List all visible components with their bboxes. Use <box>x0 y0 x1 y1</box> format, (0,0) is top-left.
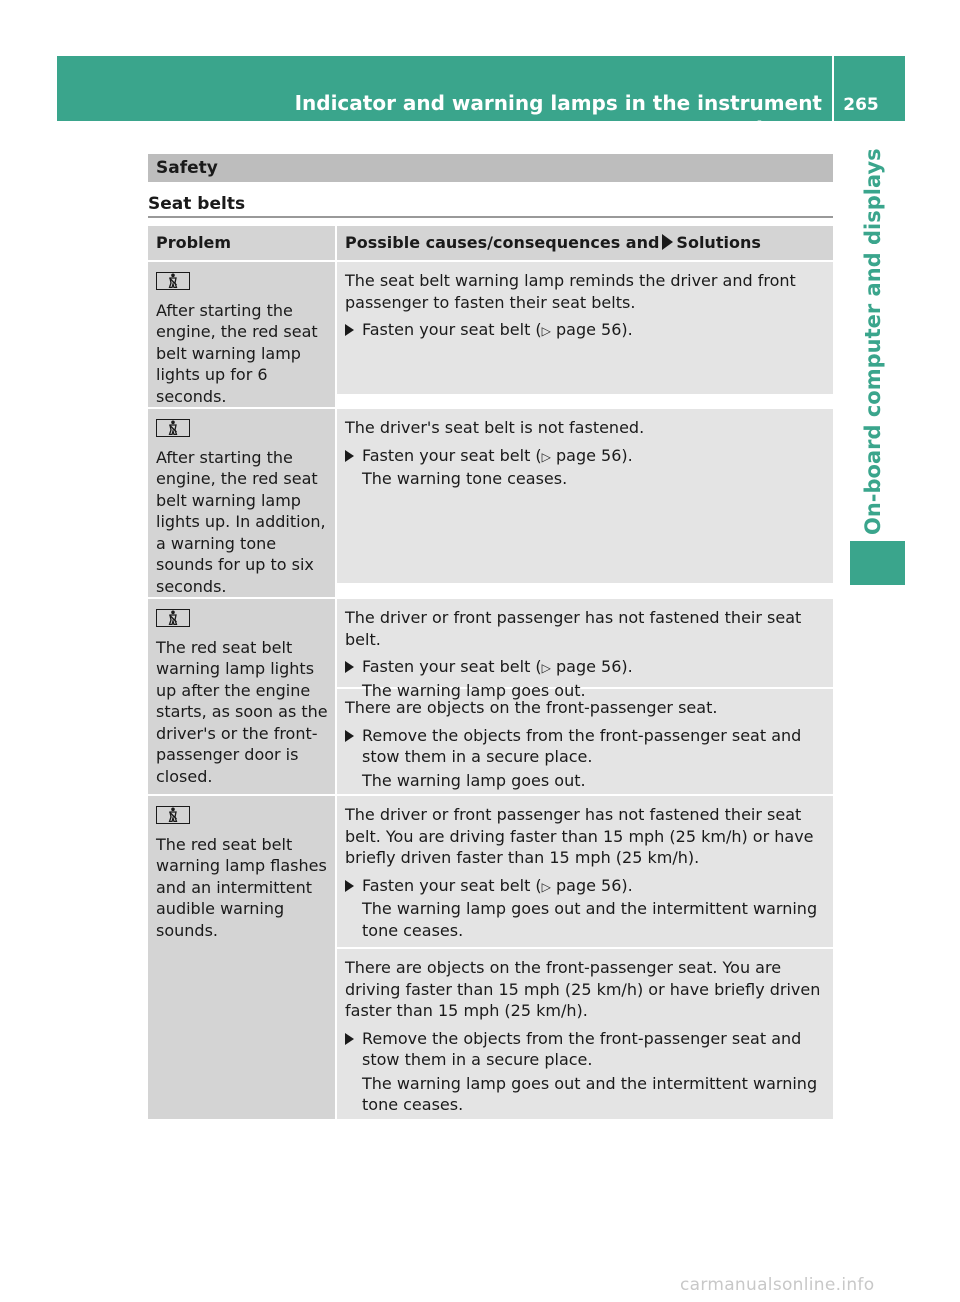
table-row <box>148 599 833 794</box>
cause-block <box>337 599 833 700</box>
header-problem: Problem <box>148 226 335 260</box>
page-ref-icon: ▷ <box>541 879 551 894</box>
result-text: The warning lamp goes out and the intermittent warning tone ceases. <box>362 1073 818 1114</box>
watermark: carmanualsonline.info <box>680 1275 875 1295</box>
action-item <box>345 875 825 899</box>
running-header-title: Indicator and warning lamps in the instrument cluster <box>294 91 822 141</box>
result-text: The warning lamp goes out and the intermittent warning tone ceases. <box>362 899 818 940</box>
triangle-bullet-icon <box>345 661 354 673</box>
section-title: Safety <box>156 158 218 178</box>
triangle-bullet-icon <box>345 880 354 892</box>
table-body <box>148 262 833 1119</box>
cause-text: The driver or front passenger has not fastened their seat belt. You are driving faster than 15 mph (25 km/h) or have briefly driven faster than 15 mph (25 km/h). <box>345 805 814 867</box>
page-ref-text: page 56). <box>550 320 633 339</box>
problem-text: The red seat belt warning lamp flashes and an intermittent audible warning sounds. <box>156 834 327 940</box>
action-item <box>345 656 825 680</box>
chapter-tab <box>850 541 905 585</box>
table-row <box>148 262 833 407</box>
triangle-bullet-icon <box>345 324 354 336</box>
causes-cell <box>337 262 833 407</box>
triangle-bullet-icon <box>345 450 354 462</box>
header-solutions-label: Solutions <box>676 233 761 252</box>
seat-belt-warning-icon <box>156 272 190 290</box>
cause-block <box>337 262 833 394</box>
subsection-title: Seat belts <box>148 194 246 214</box>
problem-cell <box>148 599 335 794</box>
table-row <box>148 409 833 597</box>
result-text: The warning lamp goes out. <box>362 680 586 700</box>
seat-belt-table <box>148 226 833 1119</box>
page-ref-icon: ▷ <box>541 661 551 675</box>
chapter-side-label: On-board computer and displays <box>861 148 885 535</box>
action-text: Fasten your seat belt ( <box>362 320 542 339</box>
cause-block <box>337 796 833 947</box>
cause-block <box>337 949 833 1119</box>
problem-cell <box>148 262 335 407</box>
problem-text: The red seat belt warning lamp lights up after the engine starts, as soon as the driver's or the front-passenger door is closed. <box>156 637 328 786</box>
seat-belt-warning-icon <box>156 419 190 437</box>
page-ref-text: page 56). <box>550 875 633 895</box>
cause-text: There are objects on the front-passenger seat. You are driving faster than 15 mph (25 km/h) or have briefly driven faster than 15 mph (25 km/h). <box>345 958 821 1020</box>
table-row <box>148 796 833 1119</box>
result-text: The warning lamp goes out. <box>362 770 586 790</box>
action-text: Remove the objects from the front-passenger seat and stow them in a secure place. <box>362 1028 802 1069</box>
section-bar <box>148 154 833 182</box>
page-ref-text: page 56). <box>550 445 633 465</box>
action-text: Remove the objects from the front-passenger seat and stow them in a secure place. <box>362 725 802 766</box>
problem-text: After starting the engine, the red seat belt warning lamp lights up for 6 seconds. <box>156 300 318 406</box>
triangle-bullet-icon <box>662 234 673 250</box>
action-item <box>345 725 825 770</box>
action-item <box>345 445 825 469</box>
seat-belt-warning-icon <box>156 609 190 627</box>
cause-block <box>337 409 833 583</box>
problem-text: After starting the engine, the red seat belt warning lamp lights up. In addition, a warning tone sounds for up to six seconds. <box>156 447 326 596</box>
cause-text: The seat belt warning lamp reminds the driver and front passenger to fasten their seat belts. <box>345 271 796 312</box>
cause-text: The driver or front passenger has not fastened their seat belt. <box>345 608 802 649</box>
page-ref-icon: ▷ <box>541 449 551 464</box>
page-number: 265 <box>843 95 879 115</box>
table-header-row <box>148 226 833 260</box>
causes-cell <box>337 409 833 597</box>
cause-block <box>337 689 833 794</box>
seat-belt-warning-icon <box>156 806 190 824</box>
action-text: Fasten your seat belt ( <box>362 875 542 895</box>
problem-cell <box>148 409 335 597</box>
triangle-bullet-icon <box>345 1033 354 1045</box>
page-ref-text: page 56). <box>550 657 633 676</box>
triangle-bullet-icon <box>345 730 354 742</box>
problem-cell <box>148 796 335 1119</box>
cause-text: The driver's seat belt is not fastened. <box>345 418 645 437</box>
action-item <box>345 319 825 343</box>
cause-text: There are objects on the front-passenger seat. <box>345 698 718 717</box>
header-causes <box>337 226 833 260</box>
result-text: The warning tone ceases. <box>362 469 568 488</box>
action-item <box>345 1028 825 1073</box>
action-text: Fasten your seat belt ( <box>362 445 542 465</box>
causes-cell <box>337 796 833 1119</box>
header-causes-label: Possible causes/consequences and <box>345 233 660 252</box>
causes-cell <box>337 599 833 794</box>
page-ref-icon: ▷ <box>541 324 551 338</box>
subsection-rule <box>148 216 833 218</box>
action-text: Fasten your seat belt ( <box>362 657 542 676</box>
